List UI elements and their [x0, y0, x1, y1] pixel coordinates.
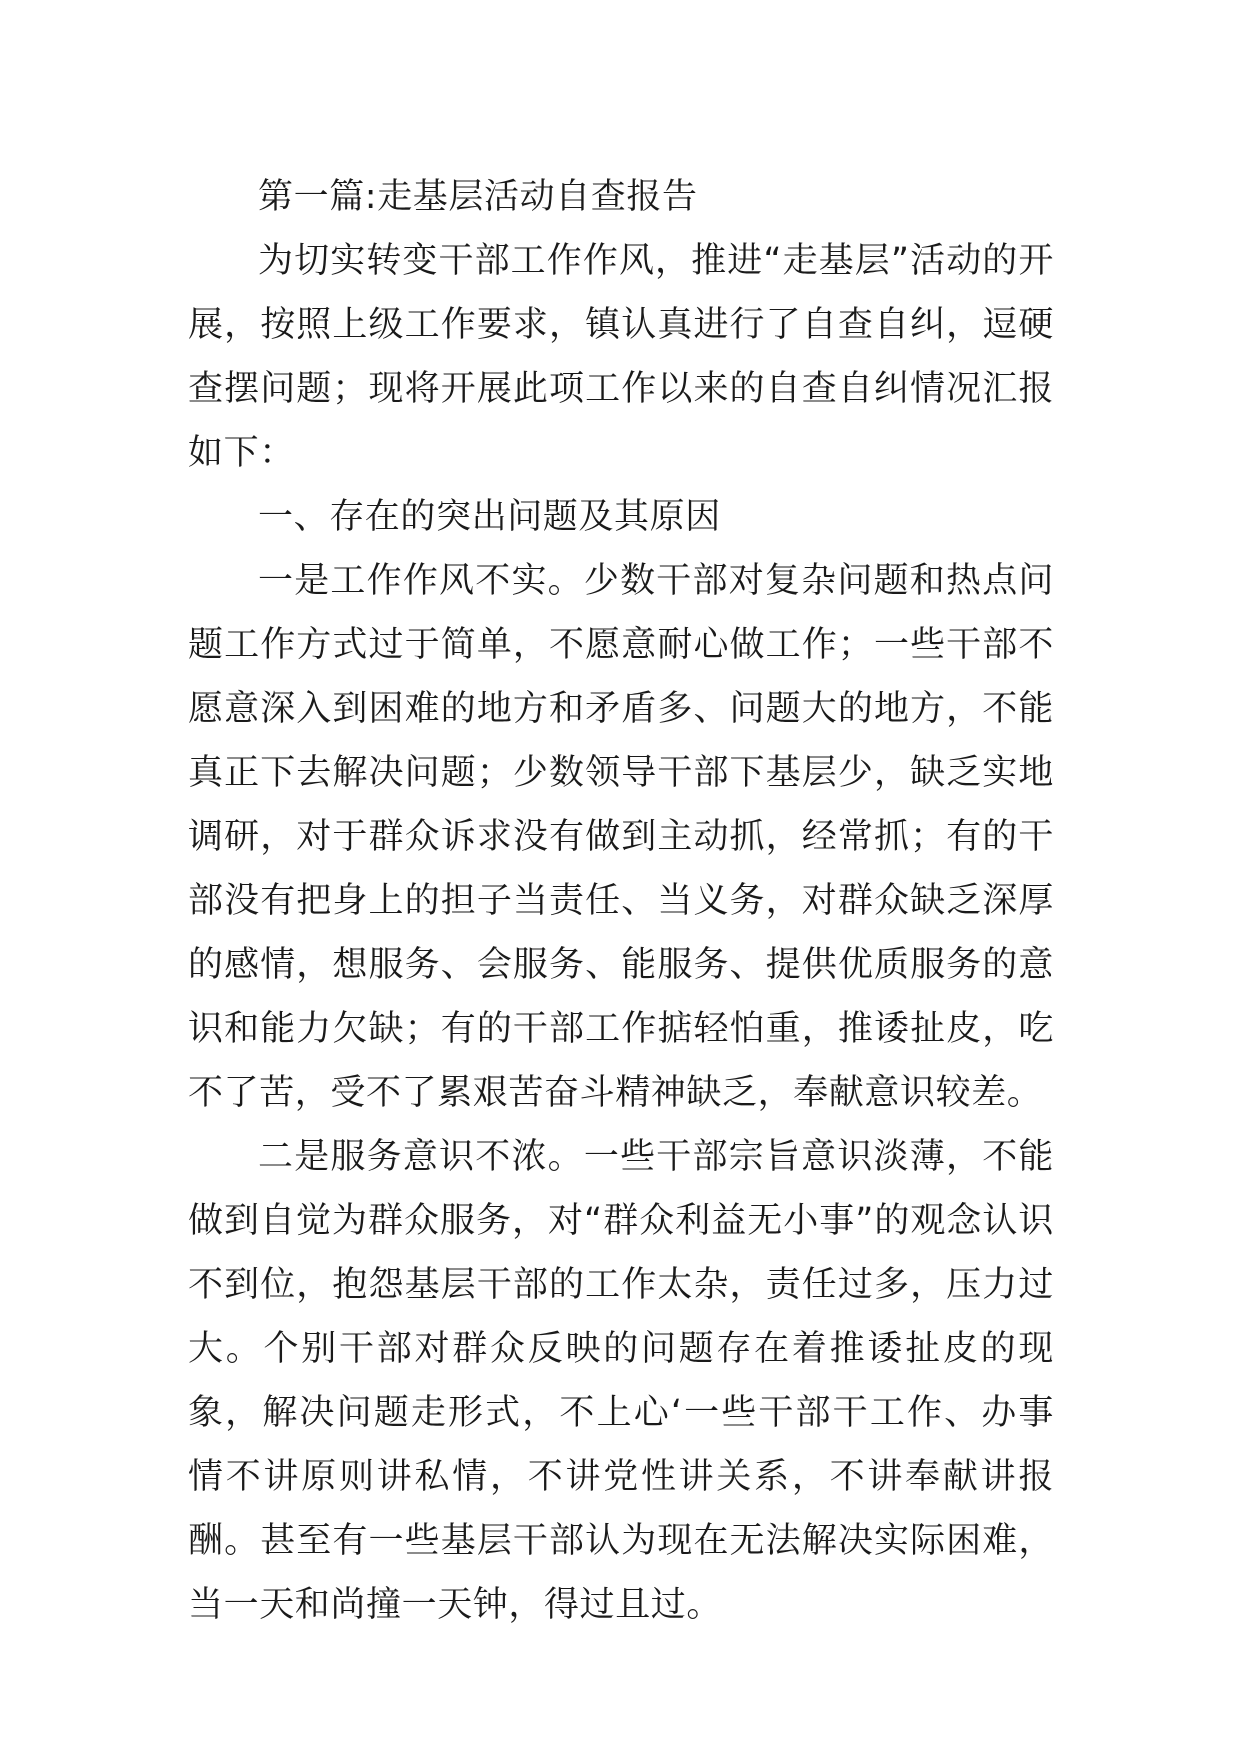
section-heading: 一、存在的突出问题及其原因 [258, 497, 721, 537]
paragraph-intro: 为切实转变干部工作作风，推进“走基层”活动的开展，按照上级工作要求，镇认真进行了自查自纠，逗硬查摆问题；现将开展此项工作以来的自查自纠情况汇报如下： [188, 241, 1054, 473]
document-title: 第一篇:走基层活动自查报告 [258, 177, 698, 217]
paragraph-service-awareness: 二是服务意识不浓。一些干部宗旨意识淡薄，不能做到自觉为群众服务，对“群众利益无小事”的观念认识不到位，抱怨基层干部的工作太杂，责任过多，压力过大。个别干部对群众反映的问题存在着推诿扯皮的现象，解决问题走形式，不上心‘一些干部干工作、办事情不讲原则讲私情，不讲党性讲关系，不讲奉献讲报酬。甚至有一些基层干部认为现在无法解决实际困难，当一天和尚撞一天钟，得过且过。 [188, 1137, 1054, 1625]
paragraph-work-style: 一是工作作风不实。少数干部对复杂问题和热点问题工作方式过于简单，不愿意耐心做工作；一些干部不愿意深入到困难的地方和矛盾多、问题大的地方，不能真正下去解决问题；少数领导干部下基层少，缺乏实地调研，对于群众诉求没有做到主动抓，经常抓；有的干部没有把身上的担子当责任、当义务，对群众缺乏深厚的感情，想服务、会服务、能服务、提供优质服务的意识和能力欠缺；有的干部工作掂轻怕重，推诿扯皮，吃不了苦，受不了累艰苦奋斗精神缺乏，奉献意识较差。 [188, 561, 1054, 1113]
document-body [188, 165, 1054, 1637]
